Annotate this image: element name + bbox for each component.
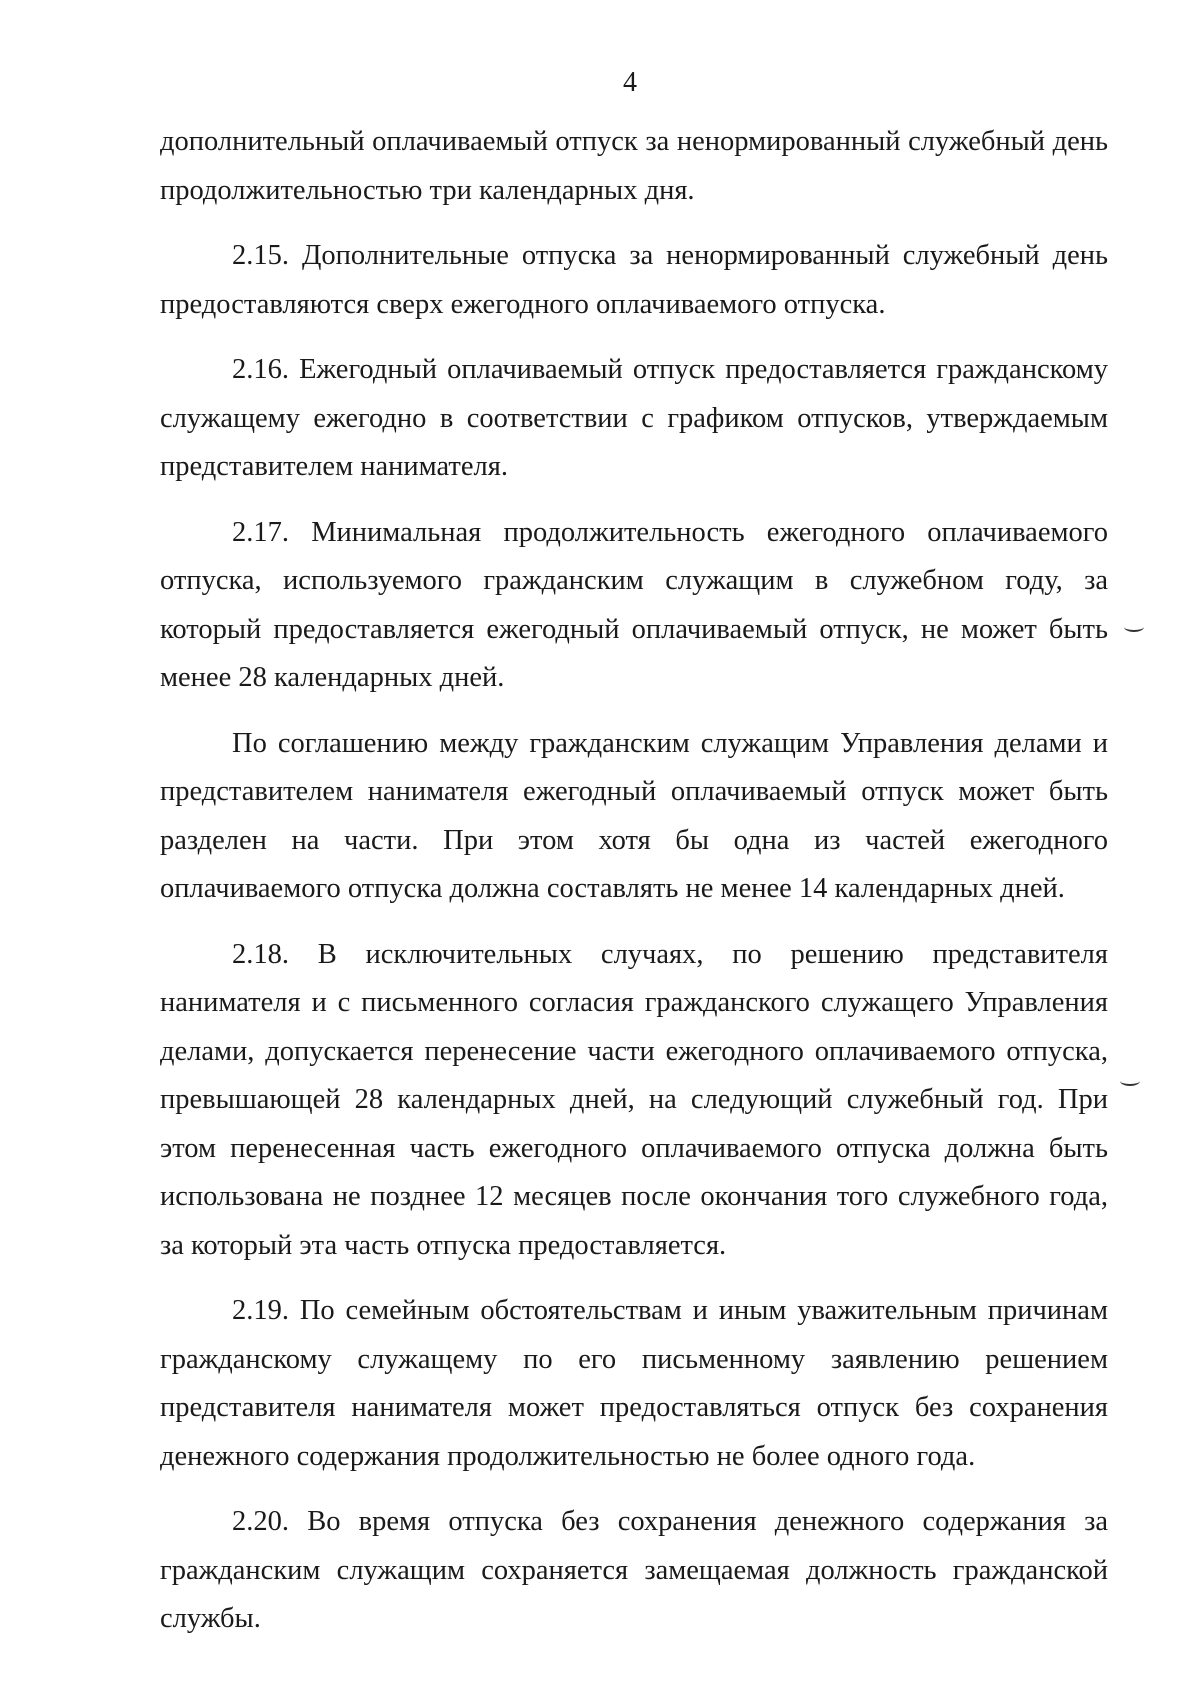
paragraph-2-20: 2.20. Во время отпуска без сохранения денежного содержания за гражданским служащим сохраняется замещаемая должность гражданской службы. xyxy=(160,1506,1108,1634)
margin-tick-mark xyxy=(1120,1076,1140,1086)
document-body xyxy=(160,118,1108,1644)
page-number: 4 xyxy=(623,67,637,98)
margin-tick-mark xyxy=(1124,622,1144,632)
paragraph-2-17-agreement: По соглашению между гражданским служащим Управления делами и представителем нанимателя ежегодный оплачиваемый отпуск может быть разделен на части. При этом хотя бы одна из частей ежегодного оплачиваемого отпуска должна составлять не менее 14 календарных дней. xyxy=(160,727,1108,904)
paragraph-2-16: 2.16. Ежегодный оплачиваемый отпуск предоставляется гражданскому служащему ежегодно в соответствии с графиком отпусков, утверждаемым представителем нанимателя. xyxy=(160,354,1108,482)
paragraph-2-17: 2.17. Минимальная продолжительность ежегодного оплачиваемого отпуска, используемого гражданским служащим в служебном году, за который предоставляется ежегодный оплачиваемый отпуск, не может быть менее 28 календарных дней. xyxy=(160,516,1108,693)
paragraph-2-19: 2.19. По семейным обстоятельствам и иным уважительным причинам гражданскому служащему по его письменному заявлению решением представителя нанимателя может предоставляться отпуск без сохранения денежного содержания продолжительностью не более одного года. xyxy=(160,1295,1108,1472)
paragraph-continuation: дополнительный оплачиваемый отпуск за ненормированный служебный день продолжительностью три календарных дня. xyxy=(160,126,1108,206)
paragraph-2-18: 2.18. В исключительных случаях, по решению представителя нанимателя и с письменного согласия гражданского служащего Управления делами, допускается перенесение части ежегодного оплачиваемого отпуска, превышающей 28 календарных дней, на следующий служебный год. При этом перенесенная часть ежегодного оплачиваемого отпуска должна быть использована не позднее 12 месяцев после окончания того служебного года, за который эта часть отпуска предоставляется. xyxy=(160,938,1108,1261)
paragraph-2-15: 2.15. Дополнительные отпуска за ненормированный служебный день предоставляются сверх ежегодного оплачиваемого отпуска. xyxy=(160,240,1108,320)
